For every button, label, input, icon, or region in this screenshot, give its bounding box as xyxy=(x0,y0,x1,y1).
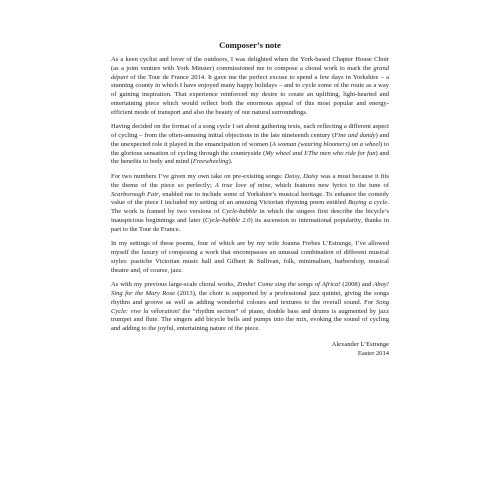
paragraph-text: In my settings of these poems, four of which are by my wife Joanna Forbes L’Estrange, I’ve allowed myself the luxury of composing a work that encompasses an unusual combination of different musical styles: pastiche Victorian music hall and Gilbert & Sullivan, folk, minimalism, barbershop, musical theatre and, of course, jazz. xyxy=(111,240,389,274)
italic-title-text: My wheel and I xyxy=(265,149,307,157)
paragraph-text: ) its ascension to international popularity, thanks in part to the Tour de France. xyxy=(111,216,389,233)
paragraph-text: ) and the unexpected role it played in the emancipation of women ( xyxy=(111,132,389,148)
page-title: Composer’s note xyxy=(219,40,281,50)
author-name: Alexander L’Estrange xyxy=(331,340,389,348)
italic-title-text: Daisy, Daisy xyxy=(284,173,319,180)
paragraph-text: the “rhythm section” of piano, double bass and drums is augmented by jazz trumpet and flute. The singers add bicycle bells and pumps into the mix, evoking the sound of cycling and adding to the joyful, entertaining nature of the piece. xyxy=(111,307,389,332)
paragraph-text: For two numbers I’ve given my own take on pre-existing songs: xyxy=(111,173,285,180)
paragraph-text: of the Tour de France 2014. It gave me the perfect excuse to spend a few days in Yorkshire – a stunning county in which I have enjoyed many happy holidays – and to cycle some of the route as a way of gaining inspiration. That experience reinforced my desire to create an uplifting, light-hearted and entertaining piece which would reflect both the enormous appeal of this most popular and energy-efficient mode of transport and also the beauty of our natural surroundings. xyxy=(111,73,389,116)
italic-title-text: Song Cycle: vive la vélorution! xyxy=(111,298,389,315)
paragraph-text: in which the singers first describe the bicycle’s inauspicious beginnings and later ( xyxy=(111,208,389,224)
paragraph-text: ) to the glorious sensation of cycling through the countryside ( xyxy=(111,140,389,157)
paragraph xyxy=(111,56,389,117)
paragraph-text: , which features new lyrics to the tune of xyxy=(270,181,390,189)
paragraph-text: Having decided on the format of a song cycle I set about gathering texts, each reflecting a different aspect of cycling – from the often-amusing initial objections in the late nineteenth century ( xyxy=(111,123,389,139)
paragraph-text: As a keen cyclist and lover of the outdoors, I was delighted when the York-based Chapter House Choir (as a joint venture with York Minster) commissioned me to compose a choral work to mark the xyxy=(111,56,389,72)
paragraph-text: . The work is framed by two versions of xyxy=(111,199,389,215)
italic-title-text: A true love of mine xyxy=(214,181,271,189)
paragraph xyxy=(111,123,389,167)
italic-title-text: Cycle-bubble 2.0 xyxy=(205,216,251,224)
paragraph-text: (2008) and xyxy=(340,281,374,289)
paragraph-text: (2013), the choir is supported by a professional jazz quintet, giving the songs rhythm and groove as well as adding wonderful colours and textures to the overall sound. For xyxy=(111,290,389,306)
paragraph-text: , enabled me to include some of Yorkshire’s musical heritage. To enhance the comedy value of the piece I included my setting of an amusing Victorian rhyming poem entitled xyxy=(111,190,389,207)
document-body xyxy=(111,56,389,358)
paragraph xyxy=(111,240,389,275)
signature-block xyxy=(111,341,389,359)
paragraph-text: As with my previous large-scale choral works, xyxy=(111,281,238,289)
italic-title-text: A woman (wearing bloomers) on a wheel xyxy=(271,140,381,148)
paragraph-text: ) and the benefits to body and mind ( xyxy=(111,149,389,166)
signature-date: Easter 2014 xyxy=(357,349,389,357)
italic-title-text: grand départ xyxy=(111,64,389,81)
paragraph-text: ). xyxy=(228,158,233,166)
paragraph-text: / xyxy=(306,149,309,157)
italic-title-text: Scarborough Fair xyxy=(111,190,159,198)
italic-title-text: Ahoy! Sing for the Mary Rose xyxy=(111,281,389,297)
paragraph xyxy=(111,281,389,334)
italic-title-text: Buying a cycle xyxy=(348,199,388,207)
italic-title-text: Fine and dandy xyxy=(334,132,376,139)
italic-title-text: Cycle-bubble xyxy=(222,208,257,215)
italic-title-text: Zimbe! Come sing the songs of Africa! xyxy=(237,281,341,289)
paragraph xyxy=(111,173,389,234)
italic-title-text: Freewheeling xyxy=(192,158,229,166)
paragraph-text: was a must because it fits the theme of the piece so perfectly; xyxy=(111,173,389,189)
italic-title-text: The men who ride for fun xyxy=(308,149,376,157)
